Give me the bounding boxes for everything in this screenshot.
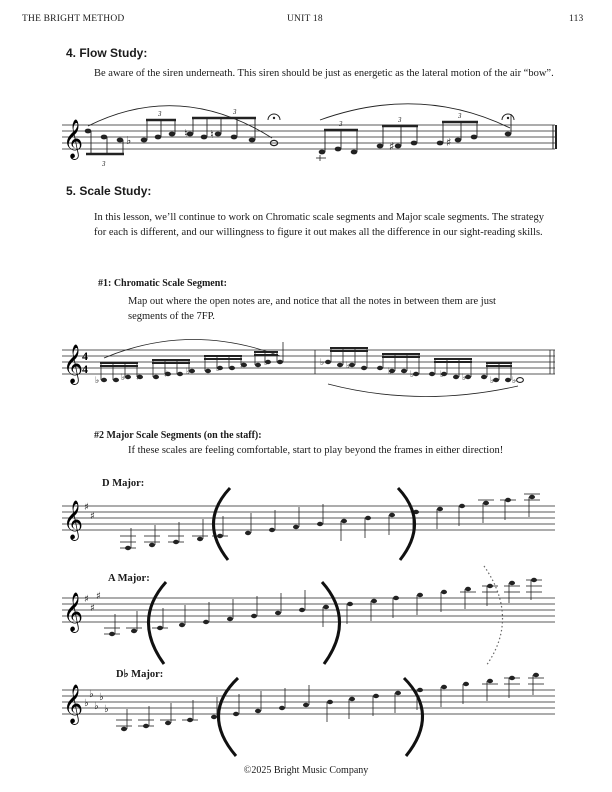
svg-text:♭: ♭ bbox=[388, 367, 393, 377]
triplet-mark: 3 bbox=[158, 110, 162, 118]
svg-text:♭: ♭ bbox=[95, 376, 100, 386]
svg-text:♭: ♭ bbox=[346, 361, 351, 371]
treble-clef-icon: 𝄞 bbox=[63, 119, 84, 159]
svg-text:♭: ♭ bbox=[264, 358, 269, 368]
a-major-staff bbox=[0, 578, 612, 668]
svg-text:♭: ♭ bbox=[89, 689, 94, 700]
scale-study-text: In this lesson, we’ll continue to work on Chromatic scale segments and Major scale segments. The strategy for each is different, and our willingness to figure it out makes all the difference in our sight-reading skills. bbox=[94, 212, 545, 238]
time-signature-top: 4 bbox=[82, 349, 88, 363]
svg-text:♭: ♭ bbox=[121, 373, 126, 383]
svg-text:♮: ♮ bbox=[210, 128, 214, 141]
svg-text:♮: ♮ bbox=[184, 127, 188, 140]
triplet-mark: 3 bbox=[398, 116, 402, 124]
svg-text:♯: ♯ bbox=[96, 591, 101, 602]
triplet-mark: 3 bbox=[233, 108, 237, 116]
major-heading: #2 Major Scale Segments (on the staff): bbox=[94, 430, 262, 441]
treble-clef-icon: 𝄞 bbox=[63, 344, 84, 384]
svg-text:♭: ♭ bbox=[462, 373, 467, 383]
flow-study-heading: 4. Flow Study: bbox=[66, 46, 148, 60]
db-major-staff bbox=[0, 670, 612, 760]
treble-clef-icon: 𝄞 bbox=[63, 592, 84, 632]
book-title: THE BRIGHT METHOD bbox=[22, 14, 125, 24]
svg-text:♯: ♯ bbox=[84, 502, 89, 513]
scale-label-db-major: D♭ Major: bbox=[116, 669, 164, 680]
d-major-staff bbox=[0, 486, 612, 566]
unit-label: UNIT 18 bbox=[287, 14, 323, 24]
svg-text:♭: ♭ bbox=[440, 370, 445, 380]
copyright-footer: ©2025 Bright Music Company bbox=[243, 765, 369, 776]
triplet-mark: 3 bbox=[102, 160, 106, 168]
treble-clef-icon: 𝄞 bbox=[63, 684, 84, 724]
fermata-icon bbox=[502, 114, 514, 120]
major-text: If these scales are feeling comfortable, start to play beyond the frames in either direction! bbox=[128, 445, 504, 456]
svg-text:♯: ♯ bbox=[84, 594, 89, 605]
svg-text:♭: ♭ bbox=[104, 704, 109, 715]
flow-study-text: Be aware of the siren underneath. This siren should be just as energetic as the lateral motion of the air “bow”. bbox=[94, 68, 554, 79]
scale-study-heading: 5. Scale Study: bbox=[66, 184, 152, 198]
treble-clef-icon: 𝄞 bbox=[63, 500, 84, 540]
svg-text:♭: ♭ bbox=[320, 358, 325, 368]
svg-text:♯: ♯ bbox=[136, 373, 141, 383]
svg-text:♯: ♯ bbox=[389, 140, 395, 153]
svg-text:♭: ♭ bbox=[490, 376, 495, 386]
triplet-mark: 3 bbox=[458, 112, 462, 120]
time-signature-bottom: 4 bbox=[82, 362, 88, 376]
svg-text:♭: ♭ bbox=[216, 364, 221, 374]
svg-text:♯: ♯ bbox=[164, 370, 169, 380]
svg-text:♭: ♭ bbox=[84, 698, 89, 709]
svg-text:♯: ♯ bbox=[90, 603, 95, 614]
svg-text:♯: ♯ bbox=[90, 511, 95, 522]
fermata-icon bbox=[268, 114, 280, 120]
svg-text:♭: ♭ bbox=[126, 134, 132, 147]
chromatic-heading: #1: Chromatic Scale Segment: bbox=[98, 278, 227, 289]
flow-study-staff bbox=[0, 100, 612, 170]
chromatic-text: Map out where the open notes are, and notice that all the notes in between them are just segments of the 7FP. bbox=[128, 296, 496, 322]
svg-text:♯: ♯ bbox=[240, 361, 245, 371]
svg-text:♭: ♭ bbox=[512, 376, 517, 386]
svg-text:♭: ♭ bbox=[94, 701, 99, 712]
svg-text:♭: ♭ bbox=[410, 370, 415, 380]
svg-text:♭: ♭ bbox=[99, 692, 104, 703]
svg-text:♯: ♯ bbox=[446, 136, 452, 149]
triplet-mark: 3 bbox=[339, 120, 343, 128]
svg-text:♭: ♭ bbox=[186, 367, 191, 377]
scale-label-d-major: D Major: bbox=[102, 478, 145, 489]
scale-label-a-major: A Major: bbox=[108, 573, 150, 584]
page-number: 113 bbox=[569, 14, 584, 24]
frame-right bbox=[322, 582, 340, 664]
chromatic-staff bbox=[0, 330, 612, 390]
